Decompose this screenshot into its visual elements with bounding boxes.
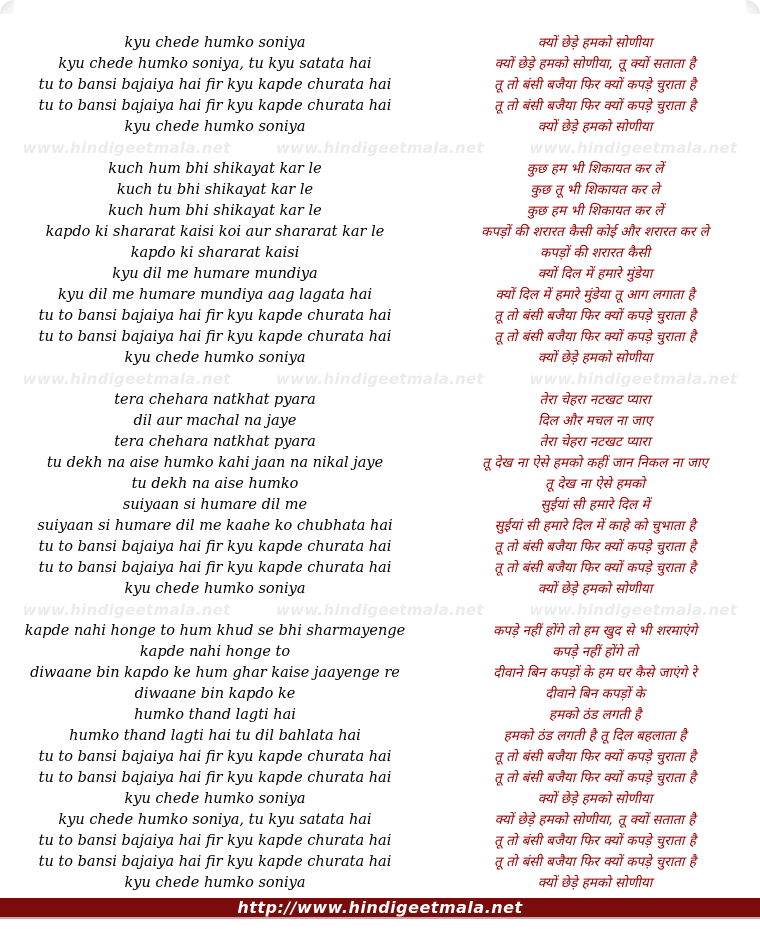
lyric-line-hindi: सुईयां सी हमारे दिल में काहे को चुभाता है xyxy=(494,518,696,534)
corner-decoration-right xyxy=(746,0,760,14)
lyric-line-english: kapde nahi honge to hum khud se bhi sharmayenge xyxy=(24,623,406,639)
lyric-line-english: tu to bansi bajaiya hai fir kyu kapde churata hai xyxy=(38,854,392,870)
lyric-row xyxy=(0,642,760,663)
lyric-row xyxy=(0,537,760,558)
watermark-row xyxy=(0,600,760,621)
lyric-line-english: kyu chede humko soniya xyxy=(124,791,306,807)
lyric-line-english: kyu chede humko soniya xyxy=(124,119,306,135)
lyric-line-english: tu to bansi bajaiya hai fir kyu kapde churata hai xyxy=(38,560,392,576)
lyric-line-hindi: क्यों छेड़े हमको सोणीया xyxy=(537,581,653,597)
lyric-line-hindi: क्यों छेड़े हमको सोणीया xyxy=(537,350,653,366)
lyric-line-english: kyu chede humko soniya, tu kyu satata hai xyxy=(58,56,372,72)
lyric-row xyxy=(0,180,760,201)
lyric-line-english: kyu chede humko soniya xyxy=(124,35,306,51)
lyric-line-english: tera chehara natkhat pyara xyxy=(114,434,316,450)
lyric-row xyxy=(0,117,760,138)
lyric-row xyxy=(0,831,760,852)
lyric-line-hindi: तेरा चेहरा नटखट प्यारा xyxy=(539,392,651,408)
lyric-line-hindi: दीवाने बिन कपड़ों के हम घर कैसे जाएंगे रे xyxy=(493,665,697,681)
lyric-row xyxy=(0,411,760,432)
lyric-line-english: tera chehara natkhat pyara xyxy=(114,392,316,408)
lyric-line-hindi: कपड़ों की शरारत कैसी कोई और शरारत कर ले xyxy=(481,224,709,240)
lyric-row xyxy=(0,474,760,495)
lyric-line-hindi: क्यों छेड़े हमको सोणीया, तू क्यों सताता है xyxy=(494,812,696,828)
watermark-text: www.hindigeetmala.net xyxy=(22,370,231,388)
lyric-row xyxy=(0,579,760,600)
lyric-line-hindi: सुईयां सी हमारे दिल में xyxy=(540,497,650,513)
lyric-row xyxy=(0,873,760,894)
lyric-line-hindi: तू तो बंसी बजैया फिर क्यों कपड़े चुराता है xyxy=(494,770,696,786)
lyric-line-hindi: तू तो बंसी बजैया फिर क्यों कपड़े चुराता है xyxy=(494,77,696,93)
lyric-line-hindi: क्यों छेड़े हमको सोणीया xyxy=(537,119,653,135)
lyric-line-hindi: क्यों छेड़े हमको सोणीया xyxy=(537,875,653,891)
lyric-row xyxy=(0,264,760,285)
lyric-line-english: tu to bansi bajaiya hai fir kyu kapde churata hai xyxy=(38,749,392,765)
lyric-line-english: kuch hum bhi shikayat kar le xyxy=(108,203,322,219)
lyric-line-hindi: तू देख ना ऐसे हमको xyxy=(545,476,645,492)
lyric-line-hindi: क्यों छेड़े हमको सोणीया xyxy=(537,791,653,807)
lyric-line-hindi: कुछ हम भी शिकायत कर लें xyxy=(526,203,664,219)
lyric-line-hindi: दीवाने बिन कपड़ों के xyxy=(545,686,645,702)
lyric-line-english: dil aur machal na jaye xyxy=(133,413,297,429)
lyric-row xyxy=(0,285,760,306)
lyric-line-hindi: तू तो बंसी बजैया फिर क्यों कपड़े चुराता है xyxy=(494,833,696,849)
watermark-text: www.hindigeetmala.net xyxy=(529,601,738,619)
lyric-line-english: humko thand lagti hai tu dil bahlata hai xyxy=(69,728,361,744)
lyric-row xyxy=(0,516,760,537)
lyric-line-english: tu to bansi bajaiya hai fir kyu kapde churata hai xyxy=(38,77,392,93)
lyric-line-english: tu to bansi bajaiya hai fir kyu kapde churata hai xyxy=(38,329,392,345)
lyric-line-english: tu to bansi bajaiya hai fir kyu kapde churata hai xyxy=(38,539,392,555)
footer-url-bar[interactable] xyxy=(0,898,760,917)
watermark-text: www.hindigeetmala.net xyxy=(276,370,484,388)
lyric-row xyxy=(0,33,760,54)
lyric-row xyxy=(0,747,760,768)
lyric-row xyxy=(0,96,760,117)
lyric-row xyxy=(0,495,760,516)
corner-decoration-left xyxy=(0,0,14,14)
lyric-row xyxy=(0,432,760,453)
lyric-row xyxy=(0,684,760,705)
lyric-line-english: suiyaan si humare dil me kaahe ko chubhata hai xyxy=(37,518,393,534)
lyric-line-hindi: कपड़े नहीं होंगे तो हम खुद से भी शरमाएंगे xyxy=(492,623,698,639)
lyric-row xyxy=(0,453,760,474)
lyric-row xyxy=(0,54,760,75)
lyric-line-hindi: तू तो बंसी बजैया फिर क्यों कपड़े चुराता है xyxy=(494,329,696,345)
lyric-line-english: kapdo ki shararat kaisi koi aur shararat kar le xyxy=(45,224,385,240)
lyric-row xyxy=(0,201,760,222)
lyric-line-english: tu to bansi bajaiya hai fir kyu kapde churata hai xyxy=(38,308,392,324)
lyric-row xyxy=(0,348,760,369)
lyric-line-hindi: कुछ तू भी शिकायत कर ले xyxy=(530,182,660,198)
watermark-text: www.hindigeetmala.net xyxy=(22,601,231,619)
lyric-line-hindi: तू तो बंसी बजैया फिर क्यों कपड़े चुराता है xyxy=(494,308,696,324)
lyric-row xyxy=(0,768,760,789)
footer-shadow xyxy=(0,917,760,919)
lyric-line-english: kuch hum bhi shikayat kar le xyxy=(108,161,322,177)
watermark-text: www.hindigeetmala.net xyxy=(529,370,738,388)
lyric-line-english: kyu chede humko soniya, tu kyu satata hai xyxy=(58,812,372,828)
lyric-row xyxy=(0,390,760,411)
lyric-row xyxy=(0,222,760,243)
lyric-line-hindi: हमको ठंड लगती है xyxy=(548,707,642,723)
lyric-line-english: suiyaan si humare dil me xyxy=(122,497,308,513)
lyric-line-english: kapde nahi honge to xyxy=(139,644,291,660)
lyric-line-hindi: तू तो बंसी बजैया फिर क्यों कपड़े चुराता है xyxy=(494,854,696,870)
lyric-line-english: tu to bansi bajaiya hai fir kyu kapde churata hai xyxy=(38,98,392,114)
lyric-line-english: tu dekh na aise humko xyxy=(131,476,299,492)
watermark-row xyxy=(0,138,760,159)
lyric-row xyxy=(0,663,760,684)
lyric-line-hindi: कपड़ों की शरारत कैसी xyxy=(540,245,650,261)
lyric-line-english: tu to bansi bajaiya hai fir kyu kapde churata hai xyxy=(38,770,392,786)
lyric-line-hindi: तू तो बंसी बजैया फिर क्यों कपड़े चुराता है xyxy=(494,539,696,555)
lyric-line-hindi: क्यों छेड़े हमको सोणीया, तू क्यों सताता है xyxy=(494,56,696,72)
lyric-row xyxy=(0,705,760,726)
lyric-line-hindi: हमको ठंड लगती है तू दिल बहलाता है xyxy=(503,728,687,744)
lyric-line-english: kyu chede humko soniya xyxy=(124,581,306,597)
lyric-row xyxy=(0,726,760,747)
lyric-line-hindi: तू देख ना ऐसे हमको कहीं जान निकल ना जाए xyxy=(482,455,708,471)
watermark-text: www.hindigeetmala.net xyxy=(529,139,738,157)
watermark-text: www.hindigeetmala.net xyxy=(276,601,484,619)
lyric-line-hindi: तू तो बंसी बजैया फिर क्यों कपड़े चुराता है xyxy=(494,560,696,576)
lyric-line-hindi: क्यों छेड़े हमको सोणीया xyxy=(537,35,653,51)
watermark-text: www.hindigeetmala.net xyxy=(276,139,484,157)
lyric-line-english: humko thand lagti hai xyxy=(134,707,296,723)
lyric-row xyxy=(0,810,760,831)
lyric-line-hindi: क्यों दिल में हमारे मुंडेया xyxy=(537,266,653,282)
lyric-line-hindi: कुछ हम भी शिकायत कर लें xyxy=(526,161,664,177)
lyric-row xyxy=(0,789,760,810)
lyric-row xyxy=(0,306,760,327)
lyric-row xyxy=(0,327,760,348)
lyric-line-english: tu to bansi bajaiya hai fir kyu kapde churata hai xyxy=(38,833,392,849)
lyric-line-english: kapdo ki shararat kaisi xyxy=(130,245,300,261)
lyric-line-english: tu dekh na aise humko kahi jaan na nikal jaye xyxy=(46,455,384,471)
lyric-line-english: kyu chede humko soniya xyxy=(124,875,306,891)
lyric-row xyxy=(0,75,760,96)
lyric-line-english: kuch tu bhi shikayat kar le xyxy=(116,182,314,198)
lyric-row xyxy=(0,852,760,873)
lyric-line-hindi: क्यों दिल में हमारे मुंडेया तू आग लगाता है xyxy=(495,287,695,303)
lyric-row xyxy=(0,558,760,579)
watermark-row xyxy=(0,369,760,390)
lyric-row xyxy=(0,243,760,264)
lyric-line-hindi: तू तो बंसी बजैया फिर क्यों कपड़े चुराता है xyxy=(494,98,696,114)
footer-link[interactable]: http://www.hindigeetmala.net xyxy=(237,898,523,917)
lyric-line-english: kyu dil me humare mundiya aag lagata hai xyxy=(57,287,373,303)
lyric-line-hindi: दिल और मचल ना जाए xyxy=(537,413,653,429)
lyrics-container xyxy=(0,33,760,894)
lyric-line-hindi: तू तो बंसी बजैया फिर क्यों कपड़े चुराता है xyxy=(494,749,696,765)
lyric-line-english: kyu dil me humare mundiya xyxy=(112,266,318,282)
lyric-row xyxy=(0,621,760,642)
lyric-line-english: diwaane bin kapdo ke xyxy=(134,686,296,702)
lyric-line-hindi: कपड़े नहीं होंगे तो xyxy=(552,644,638,660)
lyric-line-english: diwaane bin kapdo ke hum ghar kaise jaayenge re xyxy=(30,665,400,681)
lyric-row xyxy=(0,159,760,180)
lyric-line-english: kyu chede humko soniya xyxy=(124,350,306,366)
lyric-line-hindi: तेरा चेहरा नटखट प्यारा xyxy=(539,434,651,450)
watermark-text: www.hindigeetmala.net xyxy=(22,139,231,157)
